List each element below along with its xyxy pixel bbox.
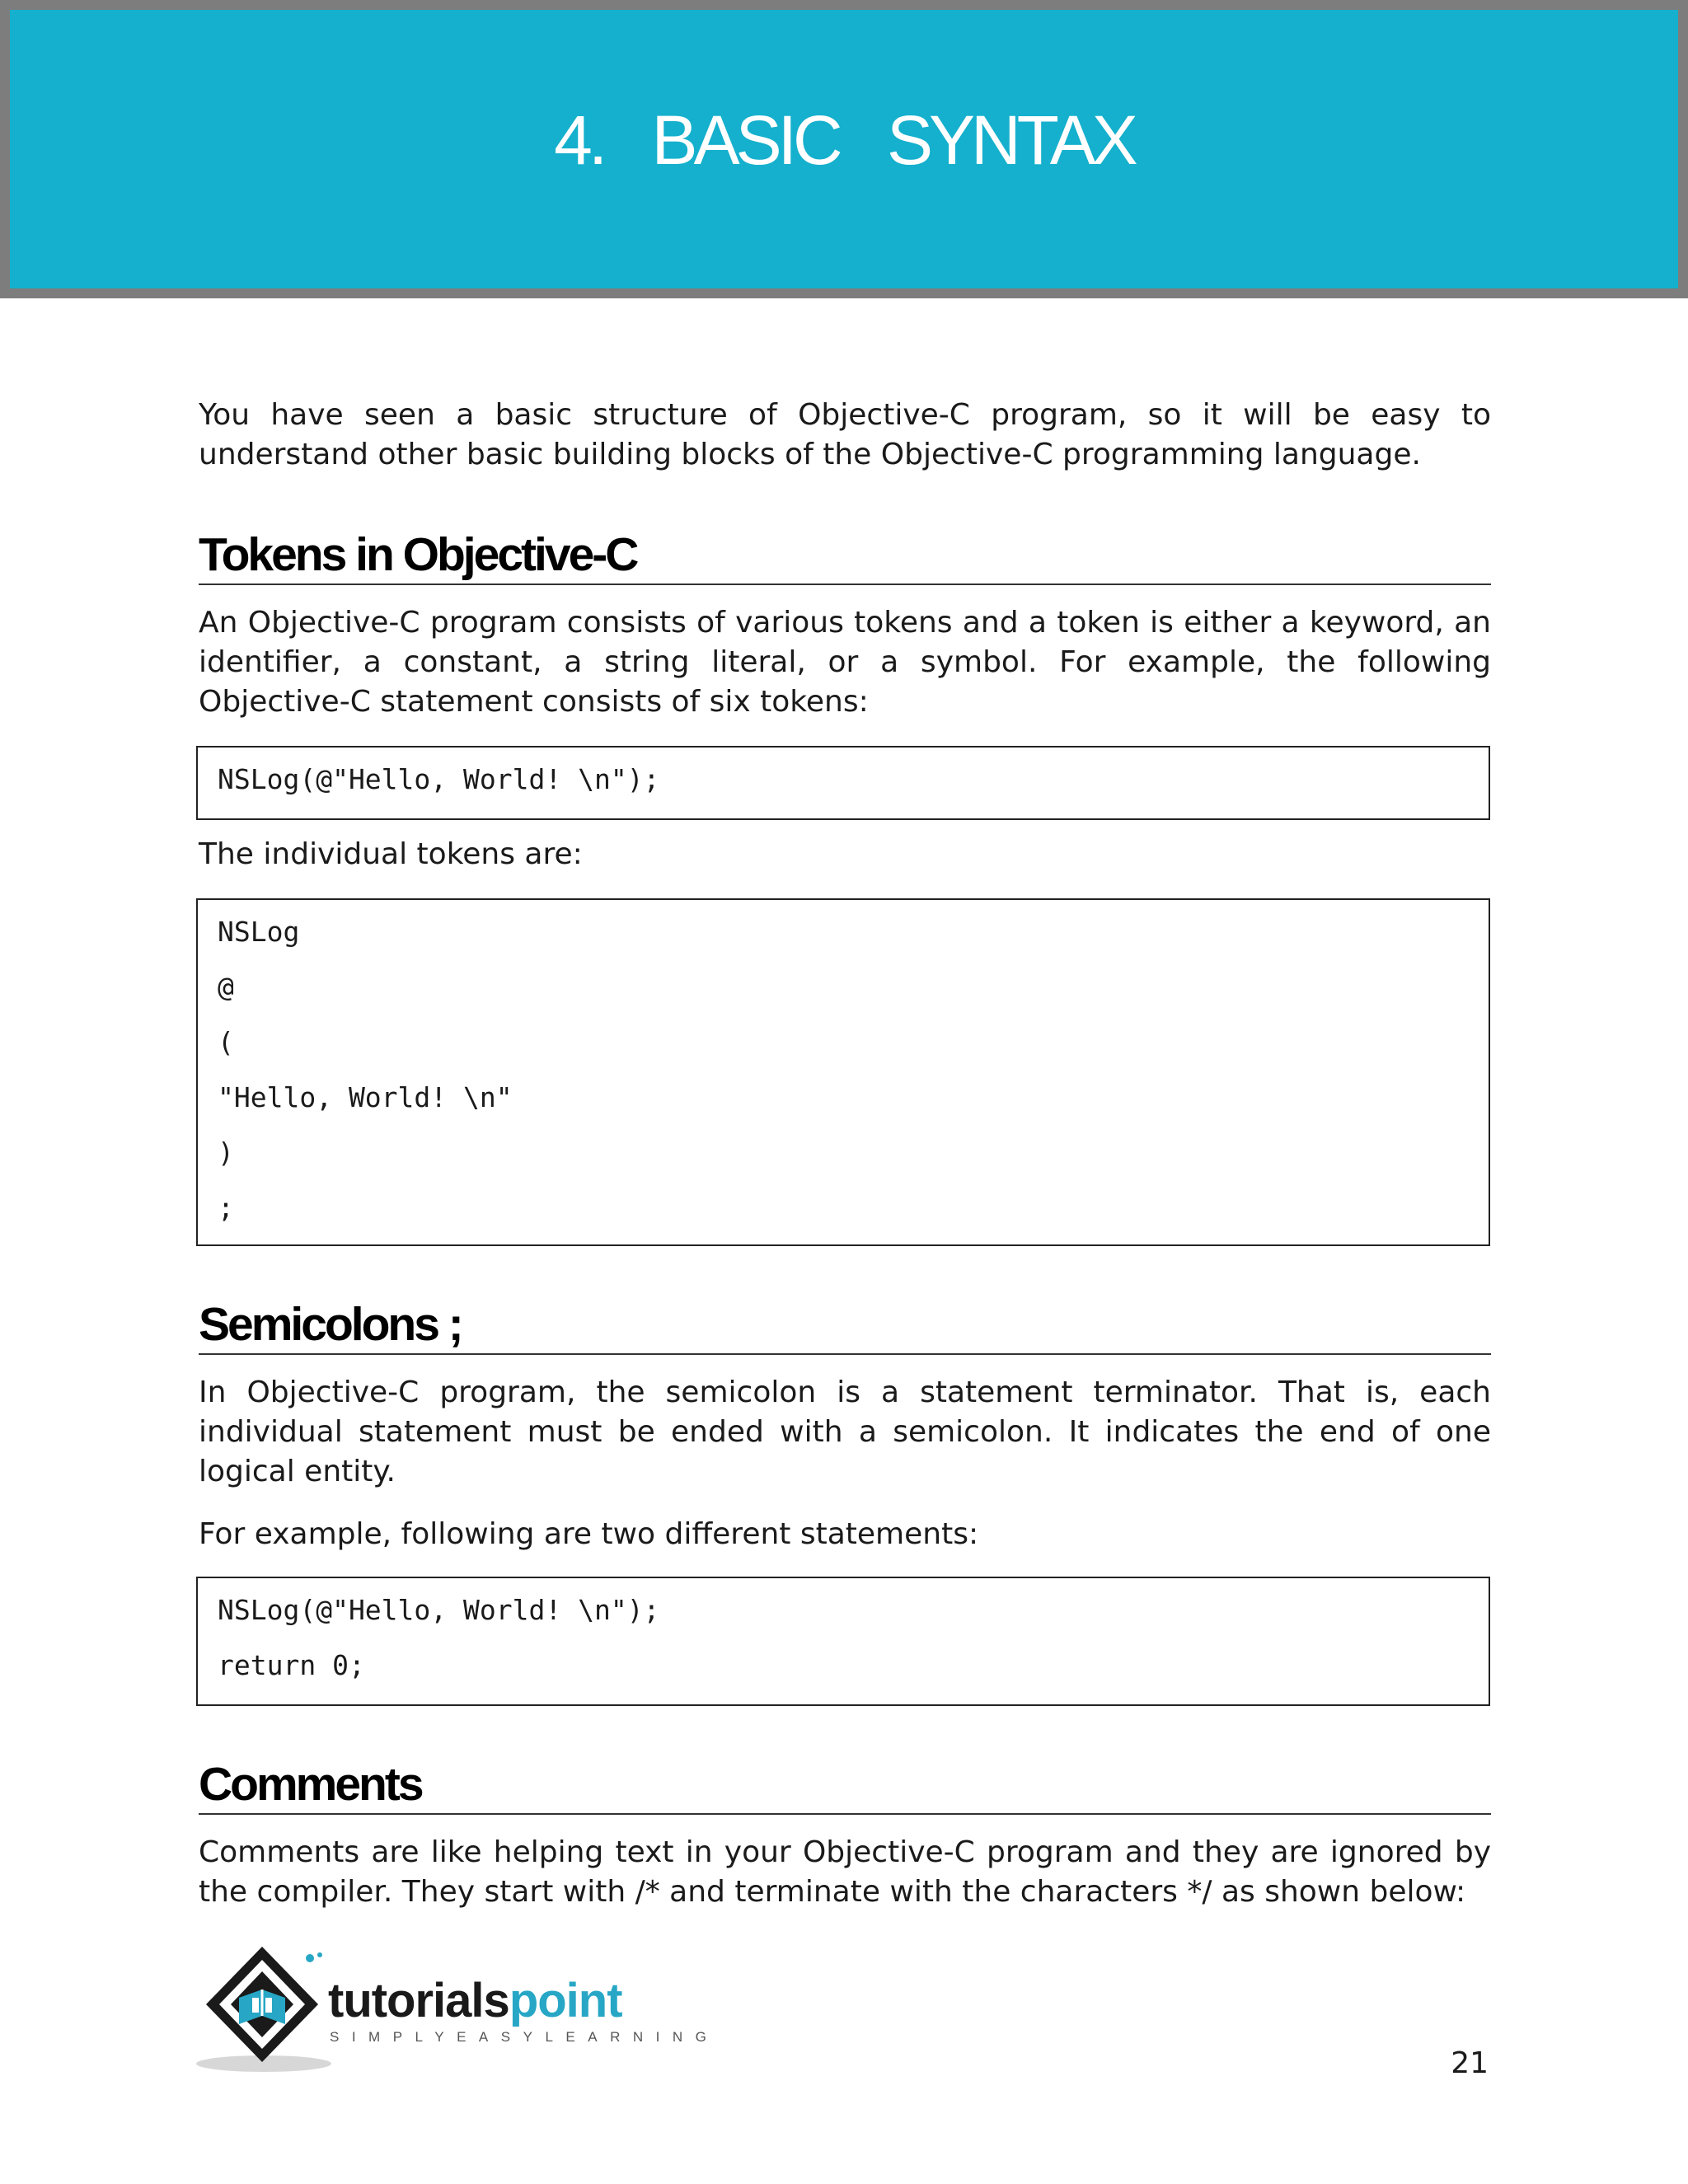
logo-word-dark: tutorials xyxy=(328,1974,509,2027)
comments-paragraph: Comments are like helping text in your Objective-C program and they are ignored by the compiler. They start with /* and terminate with the characters */ as shown below: xyxy=(199,1835,1491,1909)
statements-code-block xyxy=(196,1577,1490,1706)
logo-word-accent: point xyxy=(509,1974,622,2027)
semicolons-paragraph: In Objective-C program, the semicolon is a statement terminator. That is, each individual statement must be ended with a semicolon. It indicates the end of one logical entity. xyxy=(199,1376,1491,1488)
intro-paragraph: You have seen a basic structure of Objective-C program, so it will be easy to understand other basic building blocks of the Objective-C programming language. xyxy=(199,398,1491,471)
semicolons-heading: Semicolons ; xyxy=(199,1297,1491,1355)
tokens-heading: Tokens in Objective-C xyxy=(199,527,1491,585)
page-number: 21 xyxy=(1451,2046,1489,2080)
code-line: NSLog(@"Hello, World! \n"); xyxy=(218,763,660,795)
token-item: "Hello, World! \n" xyxy=(218,1081,513,1113)
chapter-title: 4. BASIC SYNTAX xyxy=(554,101,1134,179)
token-item: ; xyxy=(218,1192,234,1224)
token-item: ) xyxy=(218,1137,234,1169)
token-list-block xyxy=(196,898,1490,1246)
tutorialspoint-logo xyxy=(196,1938,720,2079)
token-item: NSLog xyxy=(218,916,300,948)
tokens-code-block xyxy=(196,746,1490,820)
tokens-paragraph: An Objective-C program consists of various tokens and a token is either a keyword, an identifier, a constant, a string literal, or a symbol. For example, the following Objective-C statement consists of six tokens: xyxy=(199,606,1491,719)
logo-tagline: SIMPLYEASYLEARNING xyxy=(330,2029,720,2045)
chapter-banner xyxy=(0,0,1688,298)
token-item: @ xyxy=(218,971,234,1003)
comments-heading: Comments xyxy=(199,1757,1491,1815)
logo-wordmark xyxy=(328,1976,622,2026)
code-line: return 0; xyxy=(218,1649,365,1681)
code-line: NSLog(@"Hello, World! \n"); xyxy=(218,1594,660,1626)
individual-tokens-label: The individual tokens are: xyxy=(199,837,583,871)
token-item: ( xyxy=(218,1026,234,1058)
example-label: For example, following are two different statements: xyxy=(199,1517,979,1551)
